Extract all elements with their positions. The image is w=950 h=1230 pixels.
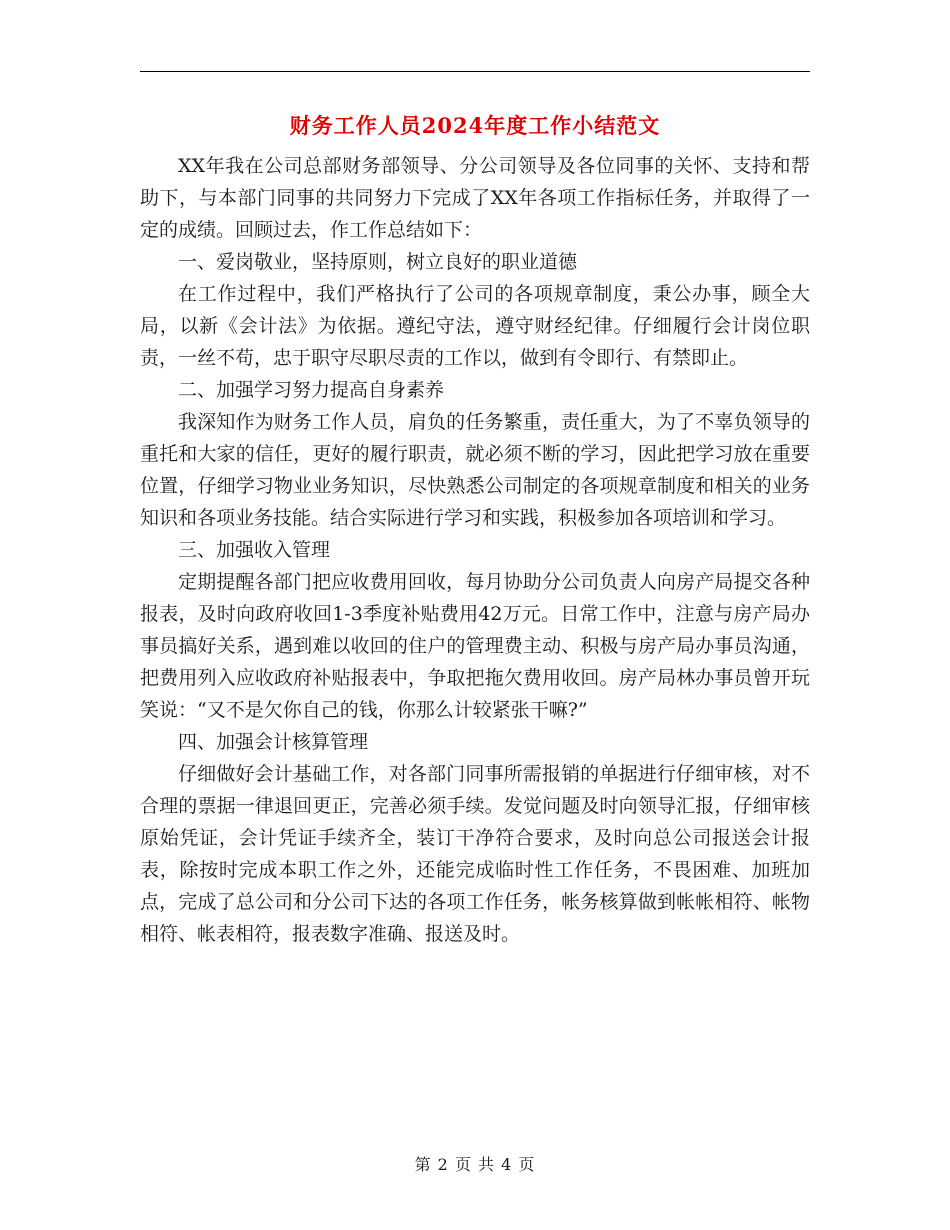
section-heading-2: 二、加强学习努力提高自身素养: [178, 379, 445, 401]
section-heading-1: 一、爱岗敬业，坚持原则，树立良好的职业道德: [178, 251, 578, 273]
document-body: [140, 150, 810, 950]
section-heading-4: 四、加强会计核算管理: [178, 731, 369, 753]
paragraph-section-2: 我深知作为财务工作人员，肩负的任务繁重，责任重大，为了不辜负领导的重托和大家的信任，更好的履行职责，就必须不断的学习，因此把学习放在重要位置，仔细学习物业业务知识，尽快熟悉公司制定的各项规章制度和相关的业务知识和各项业务技能。结合实际进行学习和实践，积极参加各项培训和学习。: [140, 411, 810, 529]
paragraph-section-3: 定期提醒各部门把应收费用回收，每月协助分公司负责人向房产局提交各种报表，及时向政府收回1-3季度补贴费用42万元。日常工作中，注意与房产局办事员搞好关系，遇到难以收回的住户的管理费主动、积极与房产局办事员沟通，把费用列入应收政府补贴报表中，争取把拖欠费用收回。房产局林办事员曾开玩笑说：“又不是欠你自己的钱，你那么计较紧张干嘛?”: [140, 571, 810, 721]
page-number-footer: 第 2 页 共 4 页: [414, 1155, 536, 1174]
paragraph-section-4: 仔细做好会计基础工作，对各部门同事所需报销的单据进行仔细审核，对不合理的票据一律退回更正，完善必须手续。发觉问题及时向领导汇报，仔细审核原始凭证，会计凭证手续齐全，装订干净符合要求，及时向总公司报送会计报表，除按时完成本职工作之外，还能完成临时性工作任务，不畏困难、加班加点，完成了总公司和分公司下达的各项工作任务，帐务核算做到帐帐相符、帐物相符、帐表相符，报表数字准确、报送及时。: [140, 763, 810, 945]
header-rule: [140, 71, 810, 72]
document-title: 财务工作人员2024年度工作小结范文: [289, 113, 661, 138]
paragraph-intro: XX年我在公司总部财务部领导、分公司领导及各位同事的关怀、支持和帮助下，与本部门同事的共同努力下完成了XX年各项工作指标任务，并取得了一定的成绩。回顾过去，作工作总结如下：: [140, 155, 810, 241]
section-heading-3: 三、加强收入管理: [178, 539, 331, 561]
paragraph-section-1: 在工作过程中，我们严格执行了公司的各项规章制度，秉公办事，顾全大局，以新《会计法》为依据。遵纪守法，遵守财经纪律。仔细履行会计岗位职责，一丝不苟，忠于职守尽职尽责的工作以，做到有令即行、有禁即止。: [140, 283, 810, 369]
